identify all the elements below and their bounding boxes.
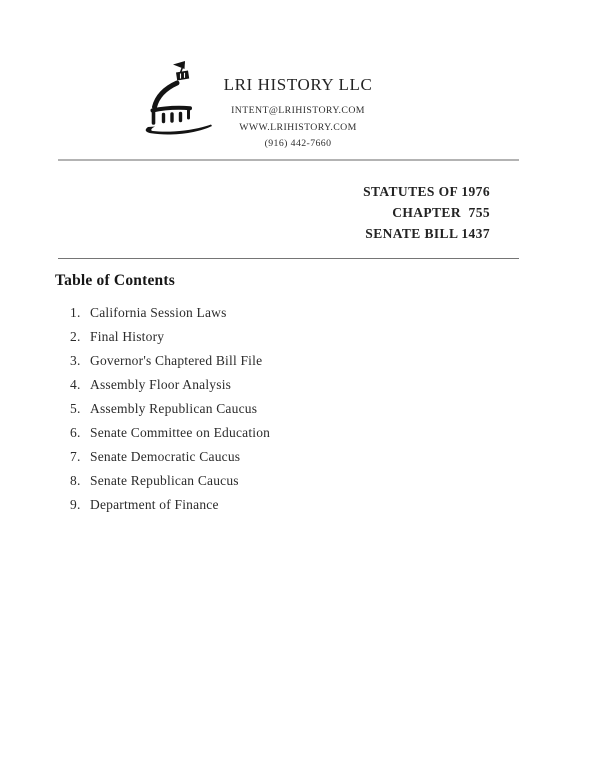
company-email: INTENT@LRIHISTORY.COM — [231, 105, 365, 116]
toc-item-label: Final History — [90, 329, 165, 344]
toc-item-number: 8. — [70, 473, 81, 488]
bill-reference-block — [363, 181, 490, 244]
toc-item-number: 7. — [70, 449, 81, 464]
toc-item-label: Senate Republican Caucus — [90, 473, 239, 488]
toc-item-label: Assembly Floor Analysis — [90, 377, 232, 392]
senate-bill-line: SENATE BILL 1437 — [365, 226, 490, 241]
toc-item-label: Governor's Chaptered Bill File — [90, 353, 263, 368]
company-phone: (916) 442-7660 — [264, 138, 332, 149]
toc-item-label: Assembly Republican Caucus — [90, 401, 258, 416]
toc-item — [70, 354, 270, 368]
toc-item — [70, 450, 270, 464]
toc-list — [70, 306, 270, 522]
toc-item — [70, 330, 270, 344]
toc-item-label: Department of Finance — [90, 497, 219, 512]
toc-heading: Table of Contents — [55, 272, 175, 289]
toc-item — [70, 426, 270, 440]
letterhead — [188, 75, 408, 153]
toc-item-number: 4. — [70, 377, 81, 392]
toc-item-label: California Session Laws — [90, 305, 227, 320]
toc-item-number: 6. — [70, 425, 81, 440]
toc-item — [70, 402, 270, 416]
company-name: LRI HISTORY LLC — [223, 75, 373, 94]
bottom-divider — [58, 258, 519, 259]
toc-item-number: 9. — [70, 497, 81, 512]
toc-item — [70, 498, 270, 512]
toc-item — [70, 378, 270, 392]
toc-item-number: 2. — [70, 329, 81, 344]
chapter-line: CHAPTER 755 — [392, 205, 490, 220]
toc-item-label: Senate Democratic Caucus — [90, 449, 241, 464]
toc-item-number: 3. — [70, 353, 81, 368]
toc-item-number: 1. — [70, 305, 81, 320]
toc-item-number: 5. — [70, 401, 81, 416]
toc-item — [70, 474, 270, 488]
toc-item — [70, 306, 270, 320]
company-website: WWW.LRIHISTORY.COM — [239, 121, 357, 133]
top-divider — [58, 159, 519, 161]
toc-item-label: Senate Committee on Education — [90, 425, 271, 440]
statutes-line: STATUTES OF 1976 — [363, 184, 490, 199]
